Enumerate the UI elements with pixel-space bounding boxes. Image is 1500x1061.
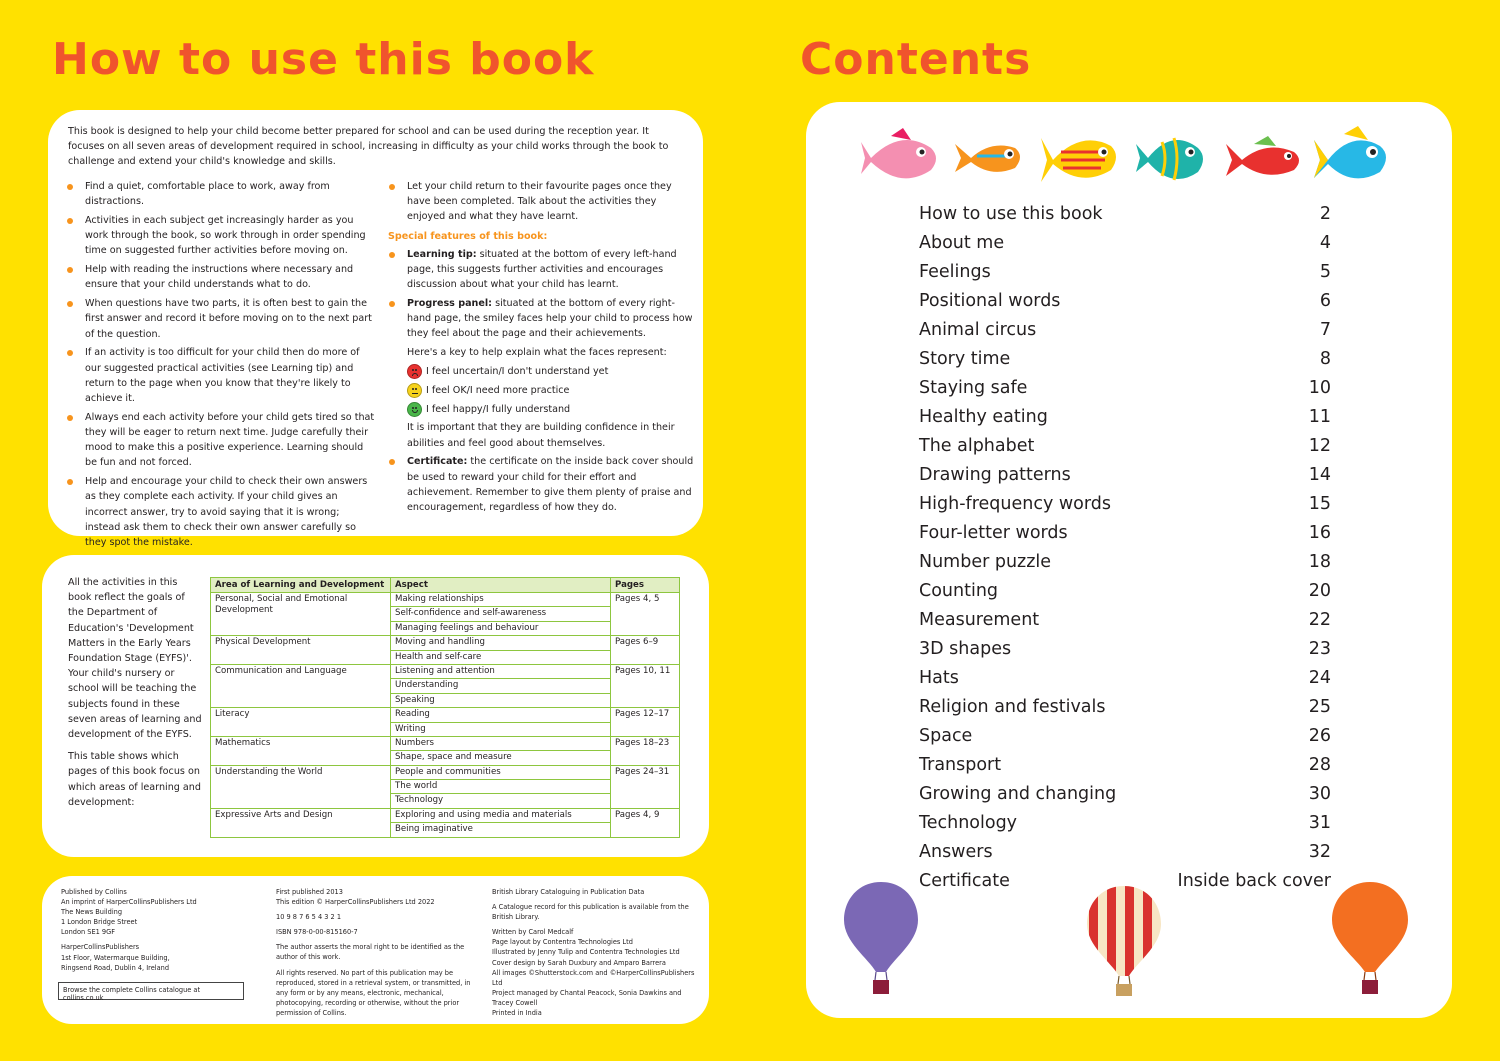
pages-cell: Pages 6–9 (611, 636, 680, 665)
tip-item (388, 179, 694, 225)
contents-entry (919, 289, 1331, 318)
pub-line: 1 London Bridge Street (61, 918, 138, 927)
bullet-icon (389, 301, 395, 307)
contents-entry (919, 492, 1331, 521)
contents-entry-page: 12 (1308, 436, 1331, 456)
isbn: ISBN 978-0-00-815160-7 (276, 928, 358, 937)
area-cell: Mathematics (211, 736, 391, 765)
progress-panel-item (388, 296, 694, 342)
aspect-cell: Moving and handling (391, 636, 611, 650)
publisher-dublin-address (61, 942, 261, 972)
aspect-cell: Health and self-care (391, 650, 611, 664)
pub-line: Published by Collins (61, 888, 127, 896)
eyfs-table (210, 577, 680, 838)
neutral-face-icon (407, 383, 422, 398)
table-of-contents (919, 202, 1331, 898)
bullet-icon (67, 479, 73, 485)
teal-fish-icon (1136, 138, 1203, 180)
sad-face-icon (407, 364, 422, 379)
learning-tip-label: Learning tip: (407, 248, 477, 260)
publisher-column (61, 887, 261, 978)
contents-entry-page: 28 (1308, 755, 1331, 775)
contents-entry-page: 6 (1319, 291, 1331, 311)
contents-entry-page: 30 (1308, 784, 1331, 804)
contents-entry-page: 14 (1308, 465, 1331, 485)
pages-cell: Pages 12–17 (611, 708, 680, 737)
contents-entry-page: 18 (1308, 552, 1331, 572)
faces-key-intro: Here's a key to help explain what the faces represent: (407, 347, 667, 359)
contents-entry (919, 376, 1331, 405)
tip-item (66, 262, 376, 292)
face-key-happy (388, 402, 694, 417)
contents-entry-title: Answers (919, 842, 993, 862)
contents-entry-page: 11 (1308, 407, 1331, 427)
face-key-label: I feel uncertain/I don't understand yet (426, 366, 609, 378)
area-cell: Communication and Language (211, 664, 391, 707)
pages-cell: Pages 18–23 (611, 736, 680, 765)
area-cell: Physical Development (211, 636, 391, 665)
table-row (211, 664, 680, 678)
credits-list (492, 927, 697, 1018)
contents-entry-title: Feelings (919, 262, 991, 282)
rights-reserved: All rights reserved. No part of this publication may be reproduced, stored in a retrieval system, or transmitted, in any form or by any means, electronic, mechanical, photocopying, recording or otherwise, without the prior permission of Collins. (276, 968, 471, 1017)
pub-line: First published 2013 (276, 888, 343, 896)
aspect-cell: Being imaginative (391, 823, 611, 837)
tip-item (66, 345, 376, 406)
eyfs-description (68, 575, 203, 817)
tip-text: When questions have two parts, it is often best to gain the first answer and record it before moving on to the next part of the question. (85, 298, 372, 340)
contents-entry-page: 10 (1308, 378, 1331, 398)
pub-line: 1st Floor, Watermarque Building, (61, 953, 170, 962)
contents-entry-title: 3D shapes (919, 639, 1012, 659)
table-header-row (211, 578, 680, 593)
contents-entry (919, 231, 1331, 260)
pub-line: Cover design by Sarah Duxbury and Amparo Barrera (492, 958, 666, 967)
contents-entry-page: 16 (1308, 523, 1331, 543)
contents-entry (919, 753, 1331, 782)
aspect-cell: Self-confidence and self-awareness (391, 607, 611, 621)
contents-entry (919, 782, 1331, 811)
tips-list-right (388, 179, 694, 519)
tip-text: Activities in each subject get increasingly harder as you work through the book, so work through in order spending time on suggested further activities before moving on. (85, 215, 366, 257)
bullet-icon (67, 184, 73, 190)
contents-entry-title: Positional words (919, 291, 1061, 311)
pages-cell: Pages 24–31 (611, 765, 680, 808)
contents-entry-title: Story time (919, 349, 1011, 369)
contents-entry (919, 637, 1331, 666)
bullet-icon (67, 267, 73, 273)
contents-entry (919, 608, 1331, 637)
purple-balloon-icon (842, 880, 920, 1000)
pub-line: Ringsend Road, Dublin 4, Ireland (61, 963, 170, 972)
table-row (211, 708, 680, 722)
aspect-cell: Listening and attention (391, 664, 611, 678)
contents-entry-page: 5 (1319, 262, 1331, 282)
contents-entry (919, 550, 1331, 579)
aspect-cell: The world (391, 780, 611, 794)
contents-entry (919, 434, 1331, 463)
eyfs-paragraph: This table shows which pages of this book focus on which areas of learning and development: (68, 751, 201, 808)
table-row (211, 808, 680, 822)
copyright-column (276, 887, 481, 1023)
area-cell: Understanding the World (211, 765, 391, 808)
face-key-uncertain (388, 364, 694, 379)
orange-fish-icon (955, 144, 1020, 172)
tip-text: Help with reading the instructions where necessary and ensure that your child understands what to do. (85, 264, 354, 291)
print-line: 10 9 8 7 6 5 4 3 2 1 (276, 913, 342, 922)
face-key-ok (388, 383, 694, 398)
bullet-icon (389, 459, 395, 465)
bullet-icon (67, 415, 73, 421)
contents-entry-page: Inside back cover (1177, 871, 1331, 891)
right-page-title: Contents (800, 34, 1032, 85)
contents-entry-title: Technology (919, 813, 1018, 833)
table-row (211, 593, 680, 607)
publisher-address (61, 887, 261, 937)
tip-text: Always end each activity before your child gets tired so that they will be eager to return next time. Judge carefully their mood to make this a positive experience. Learning should be fun and not forced. (85, 411, 375, 469)
table-row (211, 765, 680, 779)
progress-panel-text: situated at the bottom of every right-hand page, the smiley faces help your child to process how they feel about the page and their achievements. (407, 298, 693, 340)
contents-entry (919, 724, 1331, 753)
credits-column (492, 887, 697, 1023)
contents-entry (919, 318, 1331, 347)
contents-entry-page: 15 (1308, 494, 1331, 514)
contents-entry (919, 579, 1331, 608)
moral-rights: The author asserts the moral right to be identified as the author of this work. (276, 943, 465, 962)
tips-list-left (66, 179, 376, 554)
pub-line: Illustrated by Jenny Tulip and Contentra Technologies Ltd (492, 948, 680, 957)
learning-tip-text: situated at the bottom of every left-hand page, this suggests further activities and encourages discussion about what your child has learnt. (407, 248, 677, 291)
contents-entry-title: Staying safe (919, 378, 1028, 398)
pub-line: British Library Cataloguing in Publication Data (492, 888, 645, 896)
pub-line: This edition © HarperCollinsPublishers Ltd 2022 (276, 898, 435, 907)
intro-paragraph: This book is designed to help your child become better prepared for school and can be used during the reception year. It focuses on all seven areas of development required in school, increasing in difficulty as your child works through the book to challenge and extend your child's knowledge and skills. (68, 126, 669, 168)
striped-balloon-icon (1085, 884, 1163, 1000)
contents-entry-page: 8 (1319, 349, 1331, 369)
pub-line: All images ©Shutterstock.com and ©HarperCollinsPublishers Ltd (492, 968, 695, 987)
area-cell: Personal, Social and Emotional Development (211, 593, 391, 636)
contents-entry (919, 260, 1331, 289)
blue-fish-icon (1314, 126, 1386, 178)
aspect-cell: People and communities (391, 765, 611, 779)
pub-line: Project managed by Chantal Peacock, Sonia Dawkins and Tracey Cowell (492, 988, 682, 1007)
contents-entry-title: Growing and changing (919, 784, 1117, 804)
contents-entry-title: Healthy eating (919, 407, 1048, 427)
contents-entry-page: 4 (1319, 233, 1331, 253)
contents-entry (919, 347, 1331, 376)
eyfs-paragraph: All the activities in this book reflect the goals of the Department of Education's 'Development Matters in the Early Years Foundation Stage (EYFS)'. Your child's nursery or school will be teaching the subjects found in these seven areas of learning and development of the EYFS. (68, 577, 202, 741)
contents-entry-title: Four-letter words (919, 523, 1068, 543)
happy-face-icon (407, 402, 422, 417)
special-features-heading: Special features of this book: (388, 230, 548, 242)
pages-cell: Pages 4, 5 (611, 593, 680, 636)
aspect-cell: Exploring and using media and materials (391, 808, 611, 822)
contents-entry-page: 26 (1308, 726, 1331, 746)
aspect-cell: Managing feelings and behaviour (391, 621, 611, 635)
aspect-cell: Technology (391, 794, 611, 808)
fish-illustrations (856, 122, 1396, 192)
tip-text: Find a quiet, comfortable place to work, away from distractions. (85, 181, 330, 208)
left-page-title: How to use this book (52, 34, 595, 85)
catalogue-link-box: Browse the complete Collins catalogue at collins.co.uk (58, 982, 244, 1000)
pages-cell: Pages 4, 9 (611, 808, 680, 837)
pub-line: A Catalogue record for this publication is available from the British Library. (492, 903, 689, 922)
pub-line: The News Building (61, 908, 123, 917)
tip-item (66, 474, 376, 550)
contents-entry (919, 202, 1331, 231)
pub-line: Page layout by Contentra Technologies Ltd (492, 938, 633, 947)
contents-entry-title: Number puzzle (919, 552, 1052, 572)
face-key-label: I feel happy/I fully understand (426, 403, 571, 415)
contents-entry-title: Transport (919, 755, 1002, 775)
aspect-cell: Writing (391, 722, 611, 736)
pub-line: HarperCollinsPublishers (61, 943, 140, 952)
aspect-cell: Reading (391, 708, 611, 722)
edition-info (276, 887, 481, 907)
table-header: Area of Learning and Development (211, 578, 391, 593)
contents-entry (919, 840, 1331, 869)
contents-entry-title: Religion and festivals (919, 697, 1106, 717)
orange-balloon-icon (1330, 880, 1410, 1000)
contents-entry-page: 23 (1308, 639, 1331, 659)
tip-text: If an activity is too difficult for your child then do more of our suggested practical activities (see Learning tip) and return to the page when you know that they're likely to achieve it. (85, 347, 360, 405)
certificate-label: Certificate: (407, 456, 468, 468)
eyfs-table-body (211, 593, 680, 838)
contents-entry-page: 24 (1308, 668, 1331, 688)
contents-entry-page: 31 (1308, 813, 1331, 833)
contents-entry-page: 32 (1308, 842, 1331, 862)
contents-entry-title: The alphabet (919, 436, 1035, 456)
bullet-icon (67, 218, 73, 224)
contents-entry-title: Measurement (919, 610, 1040, 630)
certificate-text: the certificate on the inside back cover should be used to reward your child for their effort and achievement. Remember to give them plenty of praise and encouragement, regardless of how they do. (407, 456, 694, 514)
confidence-note: It is important that they are building confidence in their abilities and feel good about themselves. (407, 422, 675, 449)
aspect-cell: Speaking (391, 693, 611, 707)
tip-item (66, 213, 376, 259)
tip-item (66, 179, 376, 209)
bullet-icon (389, 184, 395, 190)
contents-entry-title: About me (919, 233, 1005, 253)
pink-fish-icon (861, 128, 936, 178)
contents-entry (919, 666, 1331, 695)
aspect-cell: Making relationships (391, 593, 611, 607)
red-fish-icon (1226, 136, 1299, 176)
pub-line: Printed in India (492, 1009, 542, 1018)
contents-entry-title: How to use this book (919, 204, 1103, 224)
aspect-cell: Shape, space and measure (391, 751, 611, 765)
contents-entry (919, 405, 1331, 434)
contents-entry (919, 463, 1331, 492)
contents-entry-title: Certificate (919, 871, 1010, 891)
table-header: Pages (611, 578, 680, 593)
certificate-item (388, 454, 694, 515)
aspect-cell: Numbers (391, 736, 611, 750)
contents-entry-page: 2 (1319, 204, 1331, 224)
contents-entry-page: 20 (1308, 581, 1331, 601)
yellow-fish-icon (1041, 138, 1116, 182)
bullet-icon (389, 252, 395, 258)
tip-item (66, 410, 376, 471)
area-cell: Literacy (211, 708, 391, 737)
progress-panel-label: Progress panel: (407, 298, 493, 310)
contents-entry-page: 25 (1308, 697, 1331, 717)
table-row (211, 736, 680, 750)
contents-entry-title: Counting (919, 581, 999, 601)
contents-entry-page: 22 (1308, 610, 1331, 630)
contents-entry-title: Drawing patterns (919, 465, 1071, 485)
contents-entry-title: Hats (919, 668, 959, 688)
pub-line: Written by Carol Medcalf (492, 928, 574, 937)
bullet-icon (67, 301, 73, 307)
bullet-icon (67, 350, 73, 356)
aspect-cell: Understanding (391, 679, 611, 693)
learning-tip-item (388, 247, 694, 293)
contents-entry-title: High-frequency words (919, 494, 1112, 514)
pub-line: London SE1 9GF (61, 928, 116, 937)
pub-line: An imprint of HarperCollinsPublishers Ltd (61, 898, 197, 907)
tip-text: Help and encourage your child to check their own answers as they complete each activity. If your child gives an incorrect answer, try to avoid saying that it is wrong; instead ask them to check their own answer carefully so they spot the mistake. (85, 476, 368, 549)
area-cell: Expressive Arts and Design (211, 808, 391, 837)
contents-entry-title: Space (919, 726, 973, 746)
pages-cell: Pages 10, 11 (611, 664, 680, 707)
contents-entry (919, 521, 1331, 550)
tip-item (66, 296, 376, 342)
contents-entry (919, 695, 1331, 724)
table-row (211, 636, 680, 650)
table-header: Aspect (391, 578, 611, 593)
face-key-label: I feel OK/I need more practice (426, 384, 570, 396)
tip-text: Let your child return to their favourite pages once they have been completed. Talk about the activities they enjoyed and what they have learnt. (407, 181, 672, 223)
contents-entry-title: Animal circus (919, 320, 1037, 340)
contents-entry-page: 7 (1319, 320, 1331, 340)
contents-entry (919, 811, 1331, 840)
